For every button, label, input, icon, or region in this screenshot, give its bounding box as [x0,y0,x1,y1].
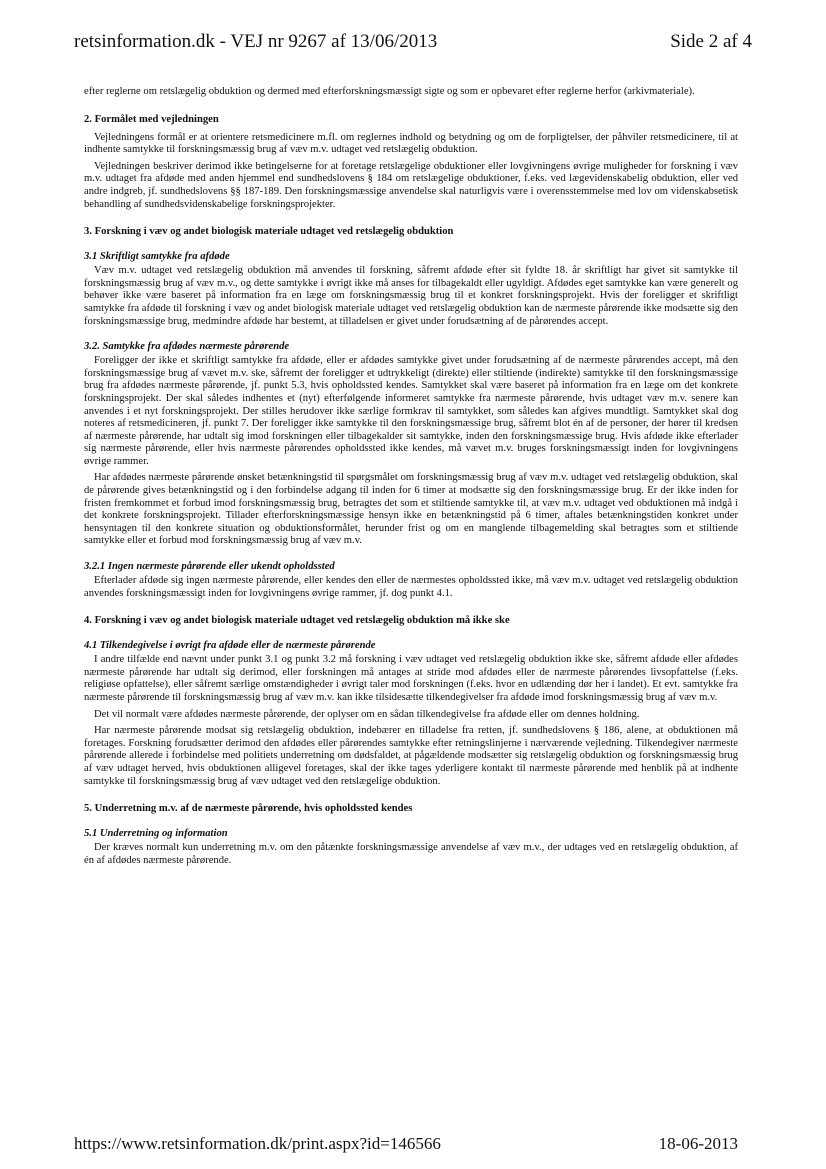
section-heading: 2. Formålet med vejledningen [84,113,219,125]
paragraph: Efterlader afdøde sig ingen nærmeste pårørende, eller kendes den eller de nærmestes opholdssted ikke, må væv m.v. udtaget ved retslægelig obduktion anvendes forskningsmæssigt inden for lovgivningens øvrige rammer, jf. dog punkt 4.1. [84,575,738,599]
paragraph: I andre tilfælde end nævnt under punkt 3.1 og punkt 3.2 må forskning i væv udtaget ved retslægelig obduktion ikke ske, såfremt afdøde eller afdødes nærmeste pårørende har udtalt sig derimod, eller forskningen må antages at stride mod afdødes eller de nærmeste pårørendes livsopfattelse (f.eks. religiøse opfattelse), eller såfremt særlige omstændigheder i øvrigt taler mod forskningen (f.eks. hvor en udlænding dør her i landet). Et evt. samtykke fra nærmeste pårørende til forskningsmæssig brug af væv m.v. kan ikke tilsidesætte tilkendegivelser fra afdøde imod forskningsmæssig brug af væv m.v. [84,654,738,703]
paragraph: Har afdødes nærmeste pårørende ønsket betænkningstid til spørgsmålet om forskningsmæssig brug af væv m.v. udtaget ved retslægelig obduktion, skal de pårørende gives betænkningstid og i den forbindelse adgang til inden for 6 timer at modsætte sig den forskningsmæssige brug. Er der ikke inden for fristen fremkommet et forbud imod forskningsmæssig brug, betragtes det som et stiltiende samtykke til, at væv m.v. udtaget ved obduktionen må indgå i det konkrete forskningsprojekt. Tillader efterforskningsmæssige hensyn ikke en betænkningstid på 6 timer, aftales betænkningstiden konkret under hensyntagen til den konkrete situation og obduktionsformålet, herunder frist og om en manglende tilbagemelding skal betragtes som et stiltiende samtykke eller et forbud mod forskningsmæssig brug af væv m.v. [84,472,738,547]
subsection-heading: 3.1 Skriftligt samtykke fra afdøde [84,251,230,263]
page-number: Side 2 af 4 [670,31,752,52]
page-header [74,30,752,58]
section-heading: 5. Underretning m.v. af de nærmeste pårørende, hvis opholdssted kendes [84,803,413,815]
paragraph: Har nærmeste pårørende modsat sig retslægelig obduktion, indebærer en tilladelse fra retten, jf. sundhedslovens § 186, alene, at obduktionen må foretages. Forskning forudsætter derimod den afdødes eller pårørendes samtykke efter retningslinjerne i nærværende vejledning. Tilkendegiver nærmeste pårørende allerede i forbindelse med politiets underretning om dødsfaldet, at pågældende modsætter sig retslægelig obduktion og forskningsmæssig brug af væv udtaget herved, hvis obduktionen alligevel foretages, skal der ikke tages yderligere kontakt til nærmeste pårørende med henblik på at indhente samtykke til forskningsmæssig brug af væv udtaget ved den retslægelige obduktion. [84,725,738,787]
source-url: https://www.retsinformation.dk/print.aspx?id=146566 [74,1134,441,1153]
paragraph: Foreligger der ikke et skriftligt samtykke fra afdøde, eller er afdødes samtykke givet under forudsætning af de nærmeste pårørendes accept, må den forskningsmæssige brug af vævet m.v. ske, såfremt der foreligger et udtrykkeligt (direkte) eller stiltiende (indirekte) samtykke til den forskningsmæssige brug fra afdødes nærmeste pårørende, jf. punkt 5.3, hvis opholdssted kendes. Samtykket skal være baseret på information fra en læge om det konkrete forskningsprojekt. Der skal således indhentes et (nyt) efterfølgende informeret samtykke fra nærmeste pårørende, hvis udtaget væv m.v. senere kan anvendes i et nyt forskningsprojekt. Der stilles herudover ikke særlige formkrav til samtykket, som således kan afgives mundtligt. Samtykket skal dog noteres af retsmedicineren, jf. punkt 7. Der foreligger ikke samtykke til den forskningsmæssige brug, såfremt blot én af de personer, der hører til kredsen af nærmeste pårørende, har udtalt sig imod forskningen eller tilbagekalder sit samtykke, inden den forskningsmæssige brug. Hvis afdøde ikke efterlader sig nærmeste pårørende, eller hvis nærmeste pårørendes opholdssted ikke kendes, må vævet m.v. bruges forskningsmæssigt inden for lovgivningens øvrige rammer. [84,355,738,467]
paragraph: Vejledningen beskriver derimod ikke betingelserne for at foretage retslægelige obduktioner eller lovgivningens øvrige muligheder for forskning i væv m.v. udtaget fra afdøde med anden hjemmel end sundhedslovens § 184 om retslægelige obduktioner, f.eks. ved lægevidenskabelig obduktion, eller ved andre indgreb, jf. sundhedslovens §§ 187-189. Den forskningsmæssige anvendelse skal naturligvis være i overensstemmelse med lov om videnskabsetisk behandling af sundhedsvidenskabelige forskningsprojekter. [84,160,738,210]
subsection-heading: 3.2. Samtykke fra afdødes nærmeste pårørende [84,341,290,353]
section-heading: 3. Forskning i væv og andet biologisk materiale udtaget ved retslægelig obduktion [84,226,454,238]
paragraph: Væv m.v. udtaget ved retslægelig obduktion må anvendes til forskning, såfremt afdøde efter sit fyldte 18. år skriftligt har givet sit samtykke til forskningsmæssig brug af væv m.v., og dette samtykke i øvrigt ikke må anses for tilbagekaldt eller ugyldigt. Afdødes eget samtykke kan være generelt og behøver ikke være baseret på information fra en læge om forskningsmæssig brug til et konkret forskningsprojekt. Hvis der foreligger et skriftligt samtykke fra afdøde til forskning i væv og andet biologisk materiale udtaget ved retslægelig obduktion kan de nærmeste pårørende ikke modsætte sig den forskningsmæssige brug, medmindre afdøde har bestemt, at tilladelsen er givet under forudsætning af de pårørendes accept. [84,265,738,327]
paragraph: efter reglerne om retslægelig obduktion og dermed med efterforskningsmæssigt sigte og som er opbevaret efter reglerne herfor (arkivmateriale). [84,86,695,97]
paragraph: Det vil normalt være afdødes nærmeste pårørende, der oplyser om en sådan tilkendegivelse fra afdøde eller om dennes holdning. [94,708,640,720]
paragraph: Vejledningens formål er at orientere retsmedicinere m.fl. om reglernes indhold og betydning og om de forpligtelser, der påhviler retsmedicinere, til at indhente samtykke til forskningsmæssig brug af væv m.v. udtaget ved retslægelig obduktion. [84,131,738,156]
document-body [84,86,738,871]
subsection-heading: 4.1 Tilkendegivelse i øvrigt fra afdøde eller de nærmeste pårørende [84,640,376,652]
print-date: 18-06-2013 [658,1134,738,1153]
subsection-heading: 3.2.1 Ingen nærmeste pårørende eller ukendt opholdssted [84,561,335,573]
document-title: retsinformation.dk - VEJ nr 9267 af 13/06/2013 [74,31,438,52]
subsection-heading: 5.1 Underretning og information [84,828,228,840]
page-footer [74,1133,738,1157]
section-heading: 4. Forskning i væv og andet biologisk materiale udtaget ved retslægelig obduktion må ikke ske [84,615,510,627]
paragraph: Der kræves normalt kun underretning m.v. om den påtænkte forskningsmæssige anvendelse af væv m.v., der udtages ved en retslægelig obduktion, af én af afdødes nærmeste pårørende. [84,842,738,866]
